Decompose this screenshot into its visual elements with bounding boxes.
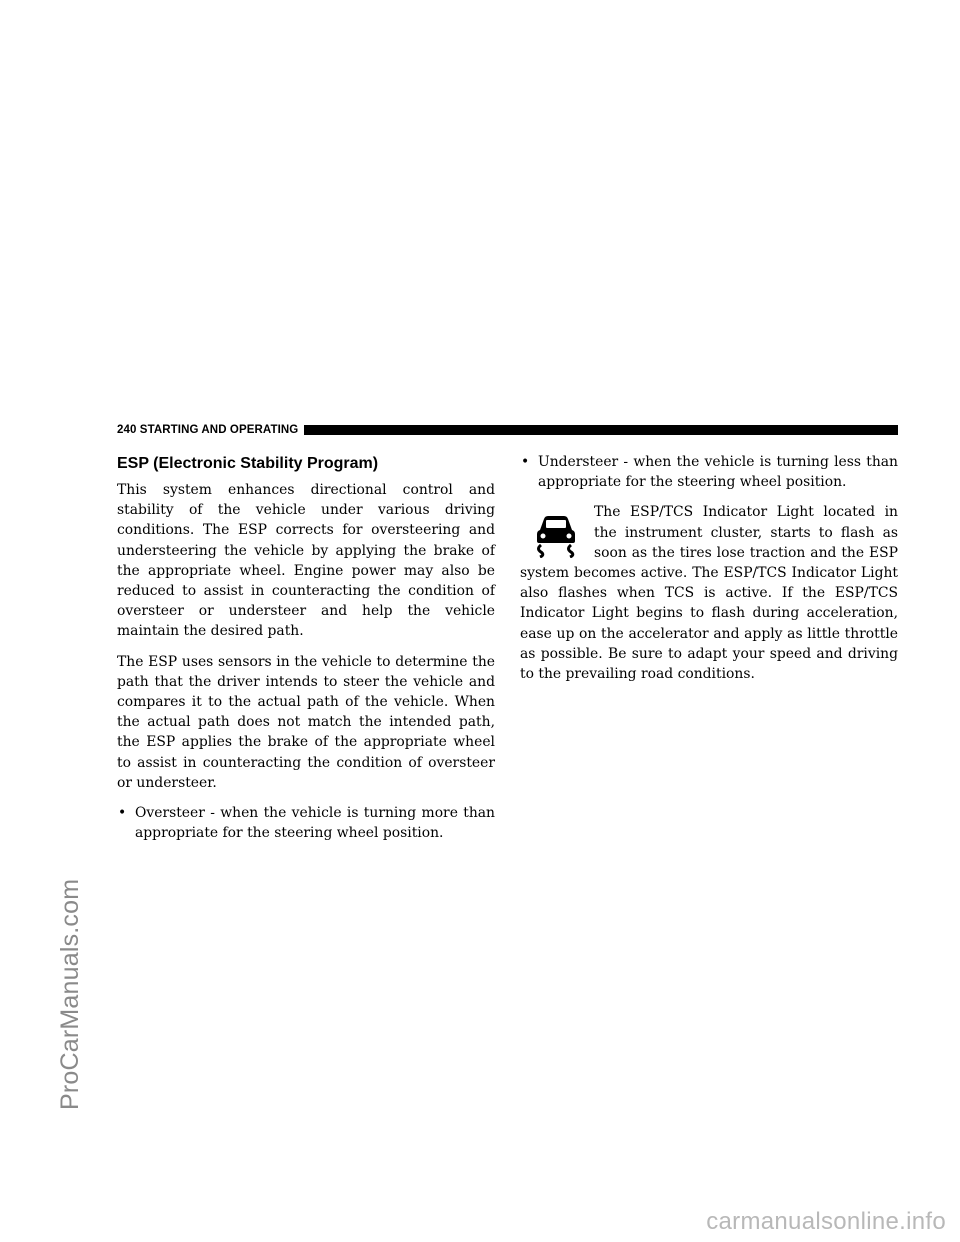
bullet-oversteer-text: Oversteer - when the vehicle is turning more than appropriate for the steering wheel position. xyxy=(135,805,495,842)
page-number: 240 xyxy=(117,424,137,436)
bullet-symbol: • xyxy=(521,454,530,470)
indicator-paragraph-block xyxy=(520,502,898,684)
esp-tcs-skidding-car-icon xyxy=(530,510,582,558)
indicator-light-paragraph: The ESP/TCS Indicator Light located in the instrument cluster, starts to flash as soon as the tires lose traction and the ESP system becomes active. The ESP/TCS Indicator Light also flashes when TCS is active. If the ESP/TCS Indicator Light begins to flash during acceleration, ease up on the accelerator and apply as little throttle as possible. Be sure to adapt your speed and driving to the prevailing road conditions. xyxy=(520,504,898,683)
header-text xyxy=(117,424,304,436)
right-column xyxy=(520,446,898,694)
paragraph-sensors: The ESP uses sensors in the vehicle to determine the path that the driver intends to steer the vehicle and compares it to the actual path of the vehicle. When the actual path does not match the intended path, the ESP applies the brake of the appropriate wheel to assist in counteracting the condition of oversteer or understeer. xyxy=(117,653,495,791)
header-rule xyxy=(304,425,898,435)
page-header xyxy=(117,423,898,437)
bullet-symbol: • xyxy=(118,805,127,822)
bullet-understeer xyxy=(520,452,898,492)
section-heading: ESP (Electronic Stability Program) xyxy=(117,455,379,472)
side-watermark: ProCarManuals.com xyxy=(56,878,84,1110)
section-title: STARTING AND OPERATING xyxy=(139,424,299,436)
bullet-oversteer xyxy=(117,803,495,843)
bottom-watermark: carmanualsonline.info xyxy=(706,1208,946,1235)
left-column xyxy=(117,446,495,853)
bullet-understeer-text: Understeer - when the vehicle is turning less than appropriate for the steering wheel position. xyxy=(538,454,898,491)
paragraph-intro: This system enhances directional control and stability of the vehicle under various driving conditions. The ESP corrects for oversteering and understeering the vehicle by applying the brake of the appropriate wheel. Engine power may also be reduced to assist in counteracting the condition of oversteer or understeer and help the vehicle maintain the desired path. xyxy=(117,482,495,640)
